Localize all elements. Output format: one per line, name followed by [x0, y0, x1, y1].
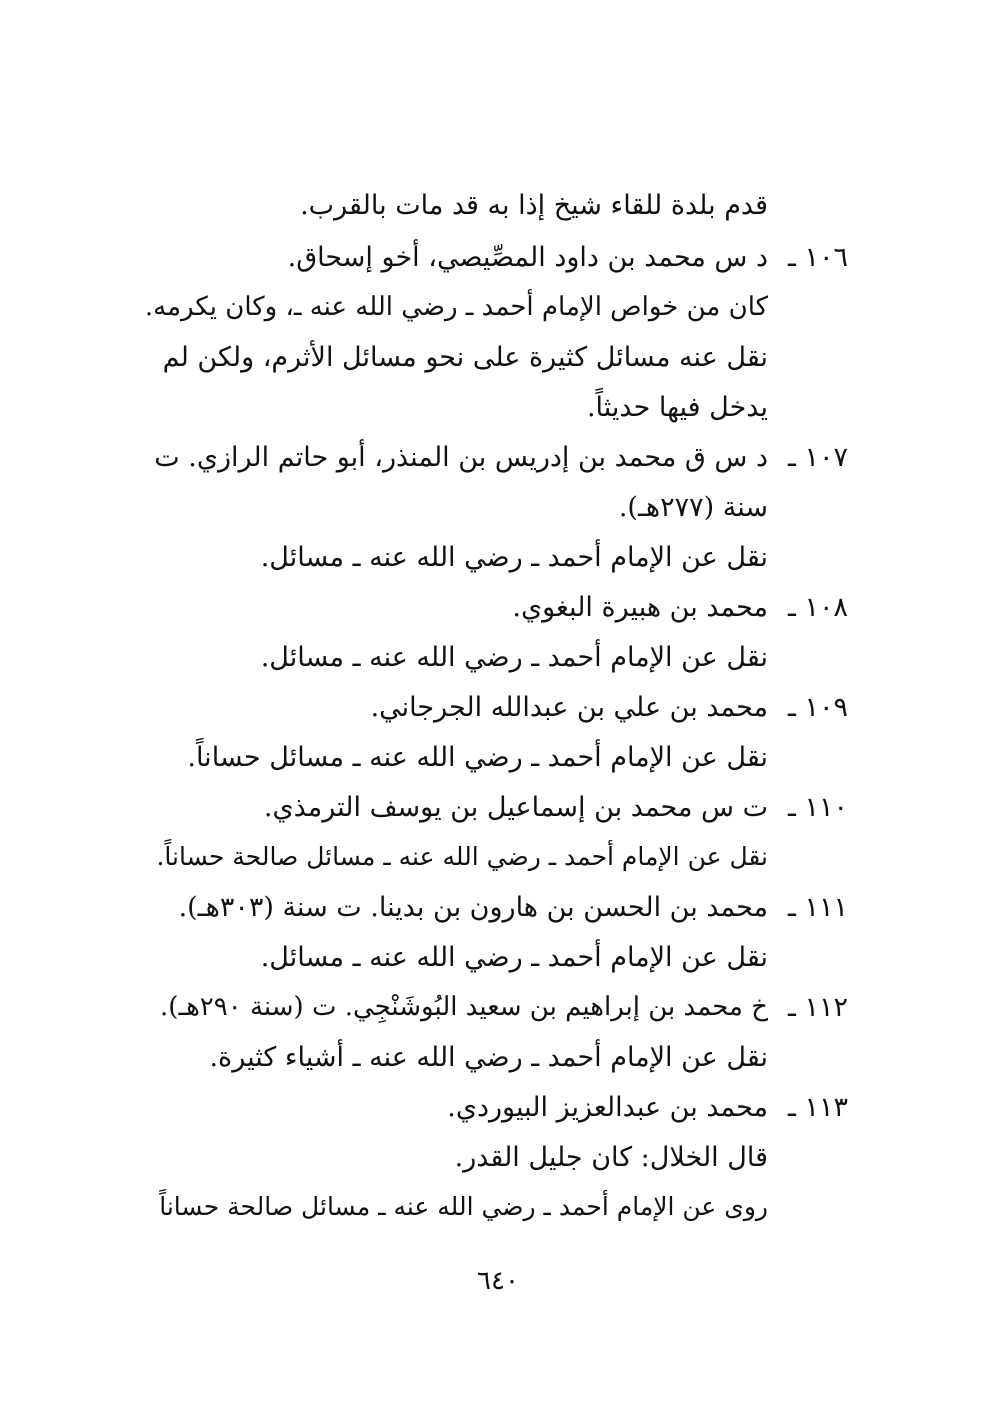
entry-number: ١١٠ ـ [787, 792, 848, 823]
text-line: قال الخلال: كان جليل القدر. [454, 1142, 768, 1173]
entry-number: ١١١ ـ [787, 892, 848, 923]
entry-heading: د س محمد بن داود المصِّيصي، أخو إسحاق. [287, 242, 768, 273]
text-line: يدخل فيها حديثاً. [586, 392, 768, 423]
entry-number: ١٠٦ ـ [787, 242, 848, 273]
entry-number: ١٠٨ ـ [787, 592, 848, 623]
text-line: سنة (٢٧٧هـ). [618, 492, 768, 523]
page-number: ٦٤٠ [477, 1266, 519, 1296]
text-line: نقل عن الإمام أحمد ـ رضي الله عنه ـ مسائل. [260, 642, 768, 673]
text-line: نقل عن الإمام أحمد ـ رضي الله عنه ـ مسائل صالحة حساناً. [156, 842, 768, 871]
entry-number: ١١٢ ـ [787, 992, 848, 1023]
entry-number: ١١٣ ـ [787, 1092, 848, 1123]
entry-heading: محمد بن الحسن بن هارون بن بدينا. ت سنة (٣٠٣هـ). [178, 892, 768, 923]
text-line: كان من خواص الإمام أحمد ـ رضي الله عنه ـ، وكان يكرمه. [144, 292, 768, 322]
text-line: نقل عن الإمام أحمد ـ رضي الله عنه ـ مسائل حساناً. [187, 742, 768, 773]
entry-heading: د س ق محمد بن إدريس بن المنذر، أبو حاتم الرازي. ت [154, 442, 768, 473]
entry-heading: محمد بن علي بن عبدالله الجرجاني. [370, 692, 768, 723]
text-line: نقل عن الإمام أحمد ـ رضي الله عنه ـ أشياء كثيرة. [209, 1042, 768, 1073]
text-line: روى عن الإمام أحمد ـ رضي الله عنه ـ مسائل صالحة حساناً [159, 1192, 768, 1221]
entry-heading: خ محمد بن إبراهيم بن سعيد البُوشَنْجِي. ت (سنة ٢٩٠هـ). [160, 992, 768, 1022]
entry-number: ١٠٩ ـ [787, 692, 848, 723]
entry-heading: محمد بن هبيرة البغوي. [512, 592, 768, 623]
text-line: نقل عنه مسائل كثيرة على نحو مسائل الأثرم، ولكن لم [162, 342, 768, 373]
entry-number: ١٠٧ ـ [787, 442, 848, 473]
text-line: نقل عن الإمام أحمد ـ رضي الله عنه ـ مسائل. [260, 942, 768, 973]
entry-heading: محمد بن عبدالعزيز البيوردي. [447, 1092, 768, 1123]
text-line: نقل عن الإمام أحمد ـ رضي الله عنه ـ مسائل. [260, 542, 768, 573]
text-line: قدم بلدة للقاء شيخ إذا به قد مات بالقرب. [300, 190, 768, 221]
entry-heading: ت س محمد بن إسماعيل بن يوسف الترمذي. [263, 792, 768, 823]
